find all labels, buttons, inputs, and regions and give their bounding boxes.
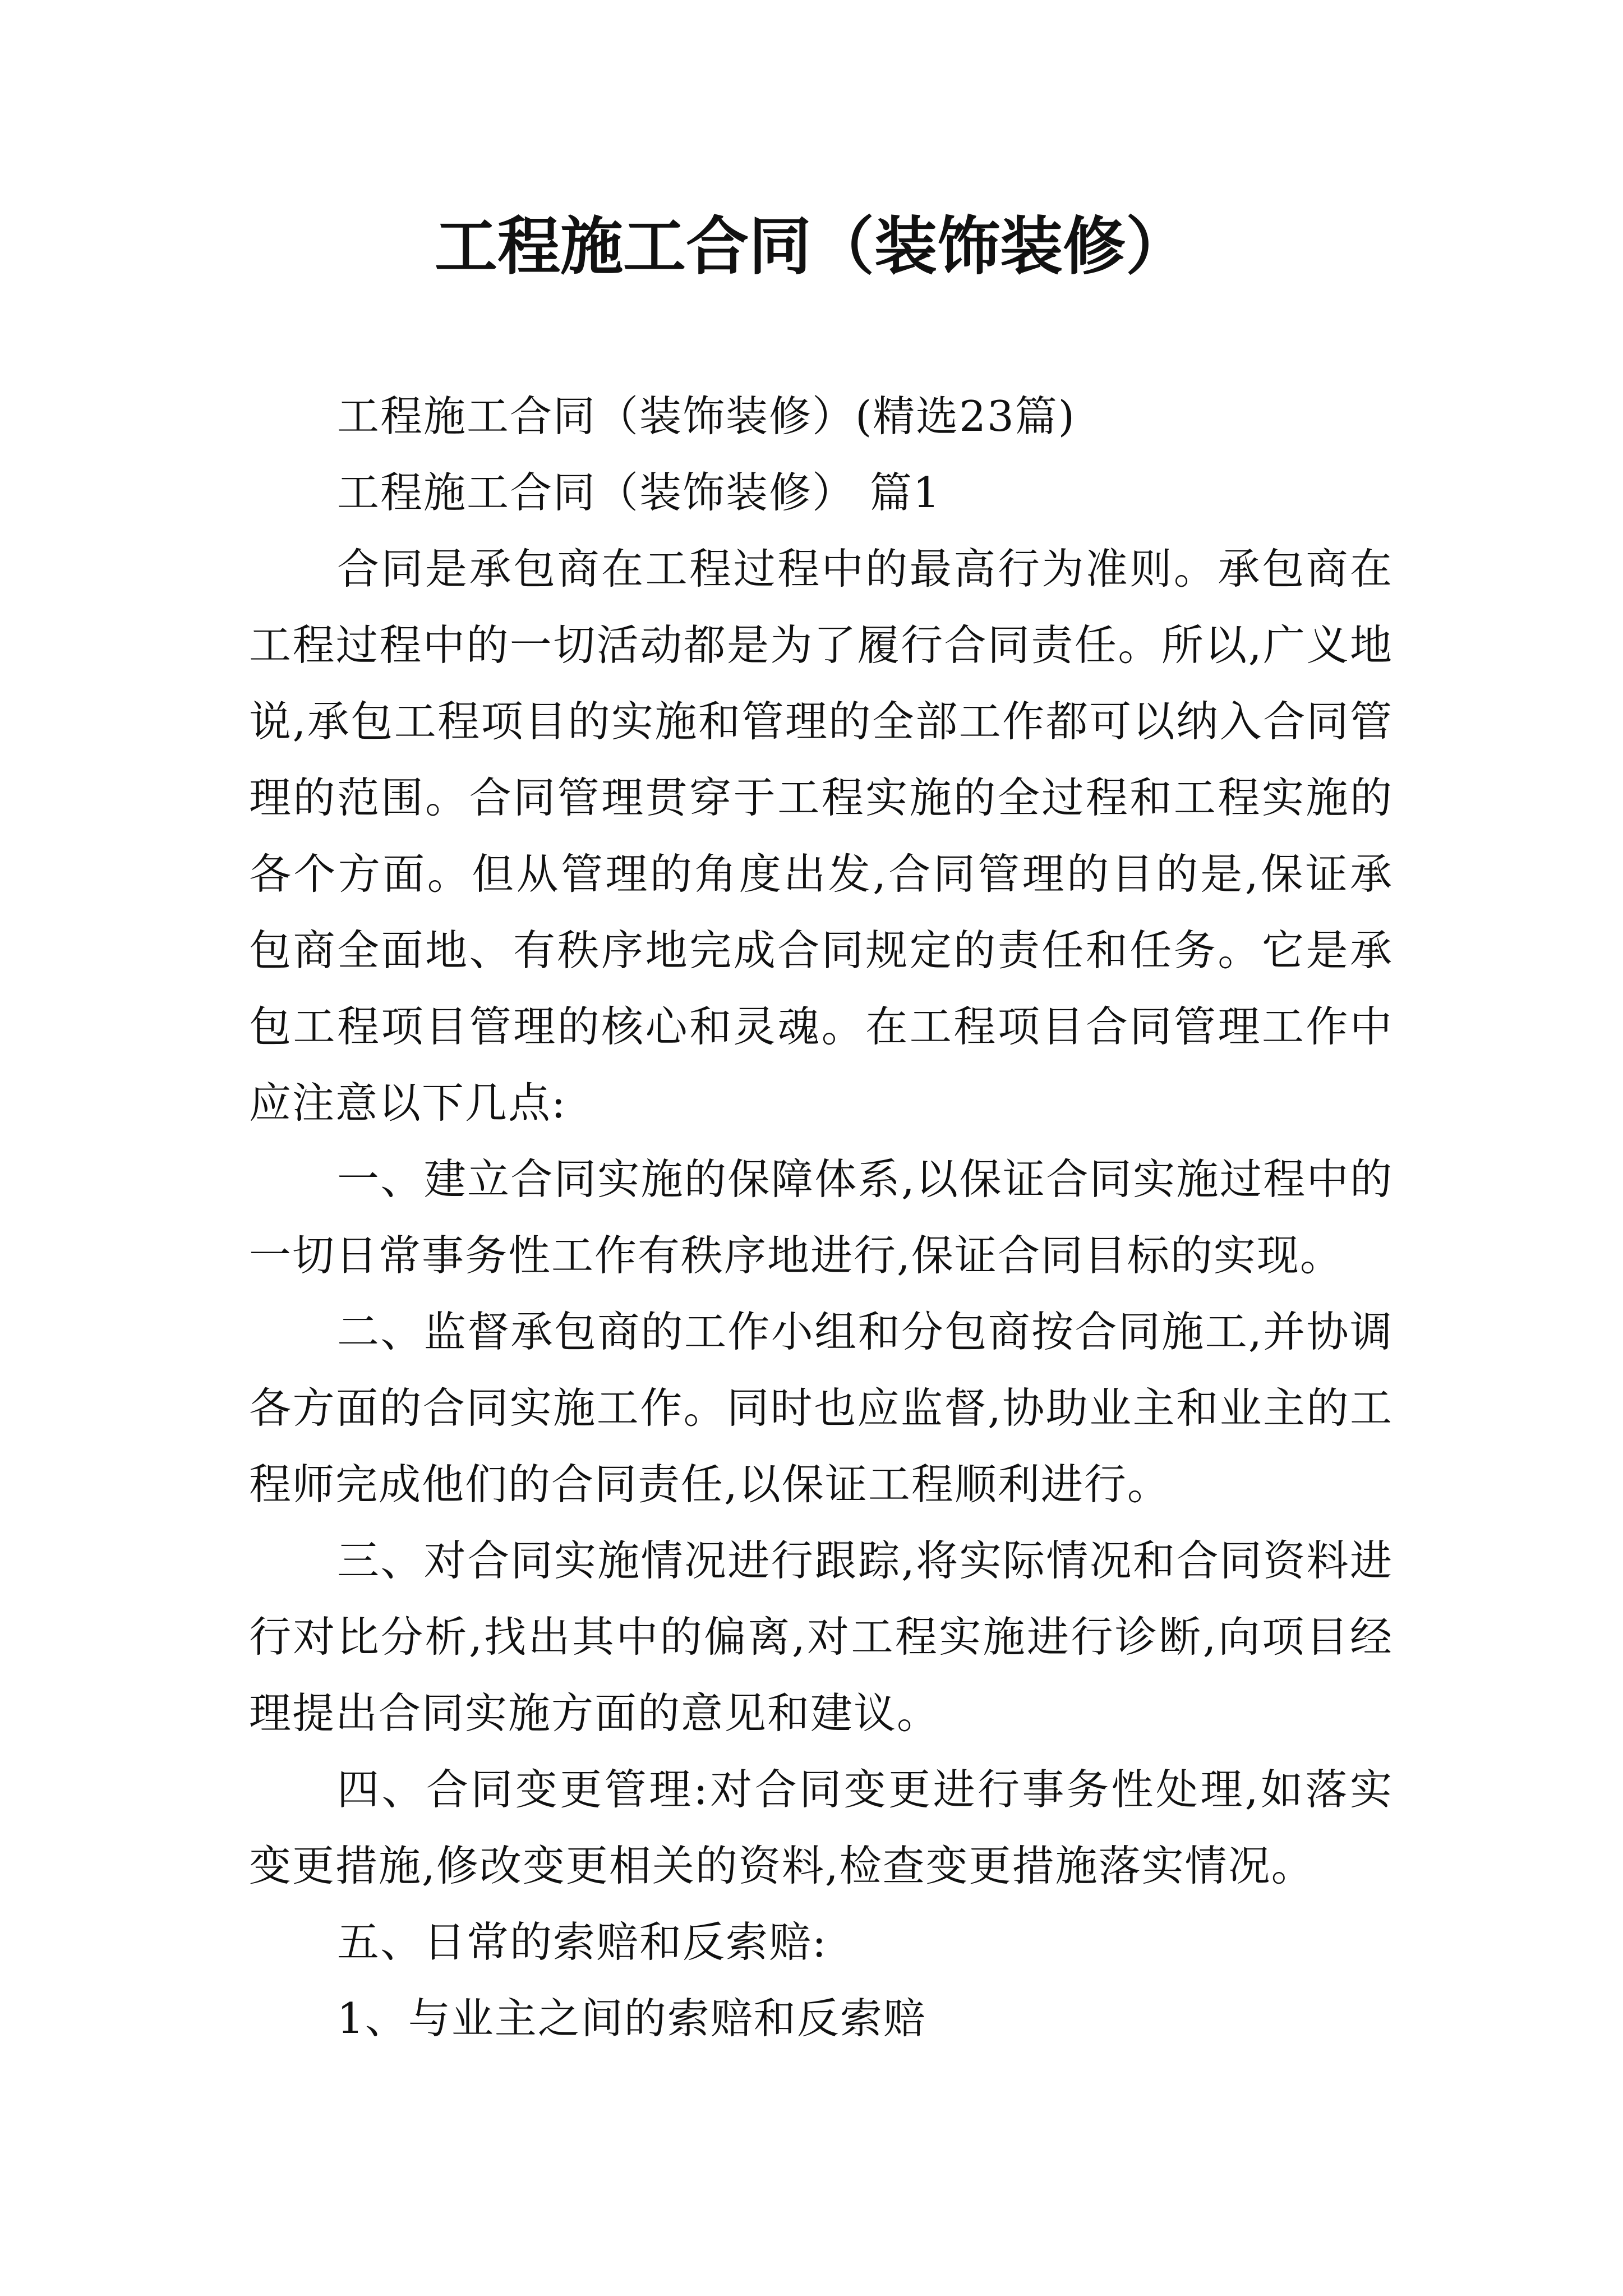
paragraph-point-5: 五、日常的索赔和反索赔:	[337, 1917, 828, 1967]
paragraph-subtitle: 工程施工合同（装饰装修）(精选23篇)	[337, 392, 1076, 441]
paragraph-point-3: 三、对合同实施情况进行跟踪,将实际情况和合同资料进行对比分析,找出其中的偏离,对工程实施进行诊断,向项目经理提出合同实施方面的意见和建议。	[249, 1536, 1393, 1738]
paragraph-subpoint-1: 1、与业主之间的索赔和反索赔	[337, 1994, 926, 2043]
paragraph-point-2: 二、监督承包商的工作小组和分包商按合同施工,并协调各方面的合同实施工作。同时也应监督,协助业主和业主的工程师完成他们的合同责任,以保证工程顺利进行。	[249, 1307, 1393, 1509]
paragraph-intro: 合同是承包商在工程过程中的最高行为准则。承包商在工程过程中的一切活动都是为了履行合同责任。所以,广义地说,承包工程项目的实施和管理的全部工作都可以纳入合同管理的范围。合同管理贯穿于工程实施的全过程和工程实施的各个方面。但从管理的角度出发,合同管理的目的是,保证承包商全面地、有秩序地完成合同规定的责任和任务。它是承包工程项目管理的核心和灵魂。在工程项目合同管理工作中应注意以下几点:	[249, 544, 1393, 1128]
document-body	[249, 378, 1393, 2056]
document-title: 工程施工合同（装饰装修）	[435, 210, 1188, 283]
paragraph-section-heading: 工程施工合同（装饰装修） 篇1	[337, 468, 941, 517]
paragraph-point-1: 一、建立合同实施的保障体系,以保证合同实施过程中的一切日常事务性工作有秩序地进行,保证合同目标的实现。	[249, 1154, 1393, 1280]
paragraph-point-4: 四、合同变更管理:对合同变更进行事务性处理,如落实变更措施,修改变更相关的资料,检查变更措施落实情况。	[249, 1765, 1393, 1890]
